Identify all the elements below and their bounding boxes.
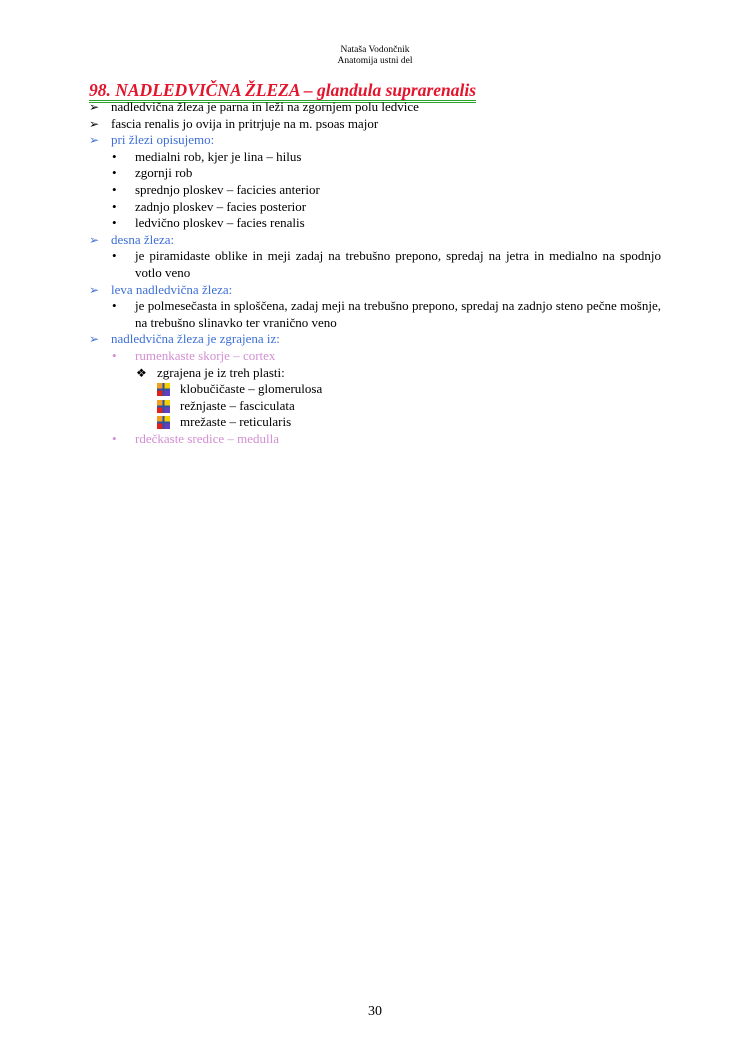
dot-bullet-icon: • <box>112 430 117 446</box>
four-diamond-bullet-icon: ❖ <box>136 365 147 380</box>
dot-bullet-icon: • <box>112 298 117 314</box>
dot-bullet-icon: • <box>112 215 117 231</box>
dot-bullet-icon: • <box>112 181 117 197</box>
list-item: • zadnjo ploskev – facies posterior <box>112 198 307 214</box>
list-item: • je polmesečasta in sploščena, zadaj meji na trebušno prepono, spredaj na zadnjo steno pečne mošnje, na trebušno slinavko ter vranično veno <box>112 298 661 330</box>
dot-bullet-icon: • <box>112 198 117 214</box>
list-item: • rdečkaste sredice – medulla <box>112 430 280 446</box>
header-subtitle: Anatomija ustni del <box>337 56 413 66</box>
list-item: • rumenkaste skorje – cortex <box>112 347 276 363</box>
list-item: ➢ pri žlezi opisujemo: <box>89 132 215 148</box>
list-item: ➢ desna žleza: <box>89 231 175 247</box>
page-number: 30 <box>368 1004 382 1019</box>
list-item: ➢ leva nadledvična žleza: <box>89 281 233 297</box>
dot-bullet-icon: • <box>112 347 117 363</box>
list-item: • medialni rob, kjer je lina – hilus <box>112 148 302 164</box>
list-item: režnjaste – fasciculata <box>89 398 661 415</box>
list-item: • zgornji rob <box>112 165 193 181</box>
arrow-bullet-icon: ➢ <box>89 133 100 148</box>
arrow-bullet-icon: ➢ <box>89 100 100 114</box>
list-item: ❖ zgrajena je iz treh plasti: <box>136 364 285 380</box>
section-title: 98. NADLEDVIČNA ŽLEZA – glandula suprarenalis <box>89 80 476 103</box>
arrow-bullet-icon: ➢ <box>89 282 100 297</box>
list-item: mrežaste – reticularis <box>89 414 661 431</box>
list-item: ➢ fascia renalis jo ovija in pritrjuje na m. psoas major <box>89 115 379 131</box>
page-header <box>0 45 750 67</box>
list-item: • je piramidaste oblike in meji zadaj na trebušno prepono, spredaj na jetra in medialno na spodnjo votlo veno <box>112 248 661 280</box>
arrow-bullet-icon: ➢ <box>89 116 100 131</box>
header-author: Nataša Vodončnik <box>340 45 410 55</box>
dot-bullet-icon: • <box>112 148 117 164</box>
dot-bullet-icon: • <box>112 248 117 264</box>
list-item: klobučičaste – glomerulosa <box>89 381 661 398</box>
list-item: • ledvično ploskev – facies renalis <box>112 215 305 231</box>
dot-bullet-icon: • <box>112 165 117 181</box>
content-list <box>89 99 661 447</box>
list-item: ➢ nadledvična žleza je parna in leži na zgornjem polu ledvice <box>89 99 419 114</box>
arrow-bullet-icon: ➢ <box>89 232 100 247</box>
list-item: • sprednjo ploskev – facicies anterior <box>112 181 320 197</box>
list-item: ➢ nadledvična žleza je zgrajena iz: <box>89 331 280 347</box>
arrow-bullet-icon: ➢ <box>89 332 100 347</box>
